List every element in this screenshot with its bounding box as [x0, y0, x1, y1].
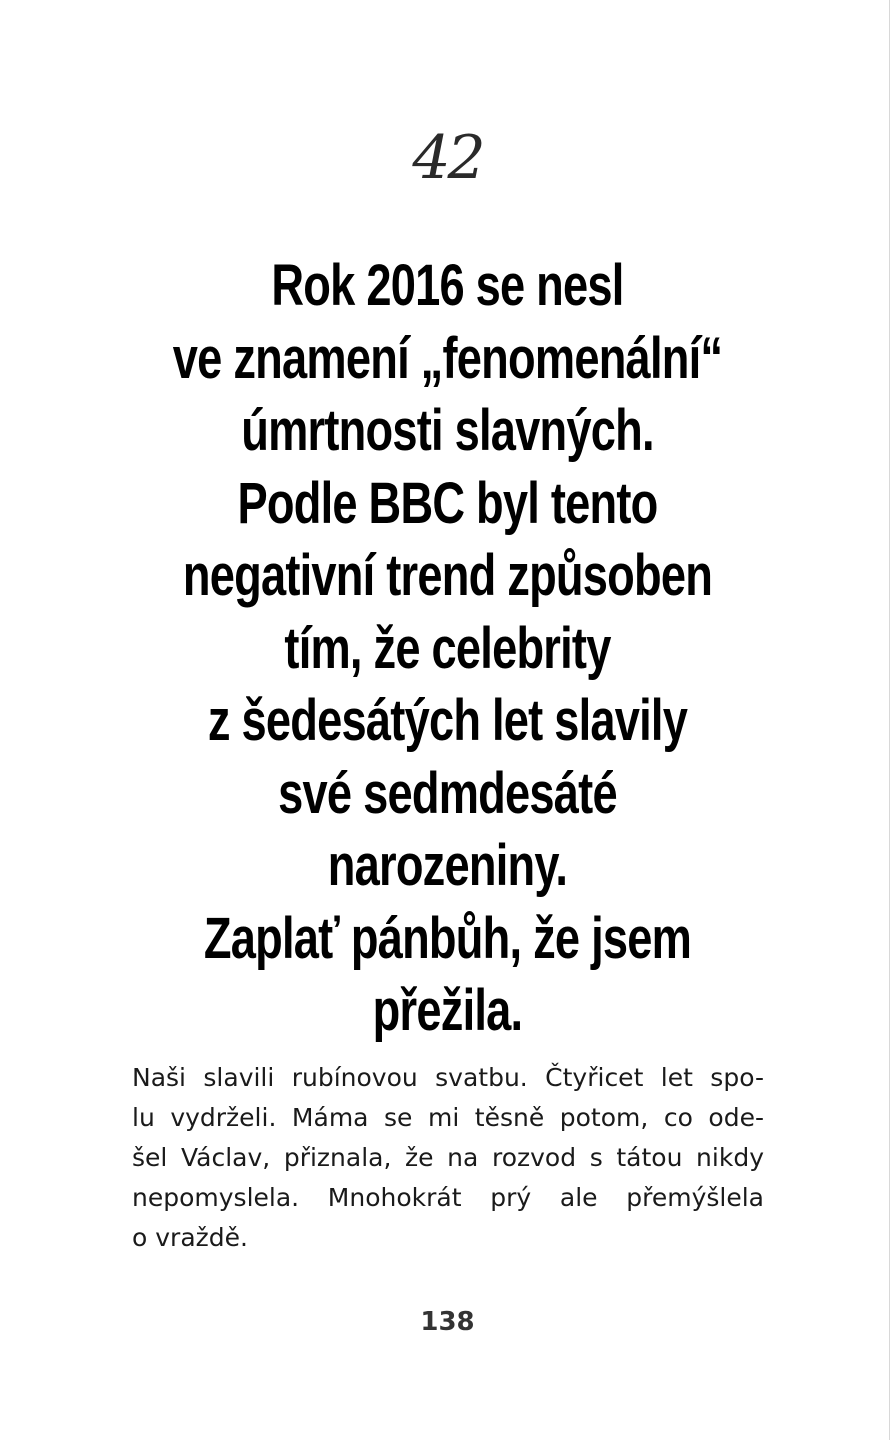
chapter-number: 42 [412, 123, 483, 193]
body-line: šel Václav, přiznala, že na rozvod s tátou nikdy [132, 1143, 764, 1172]
headline-line: negativní trend způsoben [182, 543, 713, 608]
body-line: nepomyslela. Mnohokrát prý ale přemýšlela [132, 1183, 764, 1212]
page-number: 138 [420, 1307, 475, 1337]
headline-line: z šedesátých let slavily [207, 688, 688, 753]
headline-line: ve znamení „fenomenální“ [172, 325, 723, 391]
headline-line: narozeniny. [327, 833, 568, 898]
page-edge-line [889, 0, 890, 1440]
headline-line: úmrtnosti slavných. [241, 398, 654, 463]
headline-line: Rok 2016 se nesl [271, 253, 624, 318]
body-paragraph [132, 1058, 764, 1258]
body-line: o vraždě. [132, 1223, 248, 1252]
body-line: lu vydrželi. Máma se mi těsně potom, co ode- [132, 1103, 764, 1132]
headline-line: Zaplať pánbůh, že jsem [203, 905, 692, 971]
headline-line: přežila. [372, 978, 523, 1043]
headline [40, 250, 855, 1048]
headline-line: své sedmdesáté [278, 760, 617, 826]
headline-line: Podle BBC byl tento [237, 470, 658, 536]
headline-line: tím, že celebrity [284, 615, 611, 681]
body-line: Naši slavili rubínovou svatbu. Čtyřicet let spo- [132, 1063, 764, 1092]
